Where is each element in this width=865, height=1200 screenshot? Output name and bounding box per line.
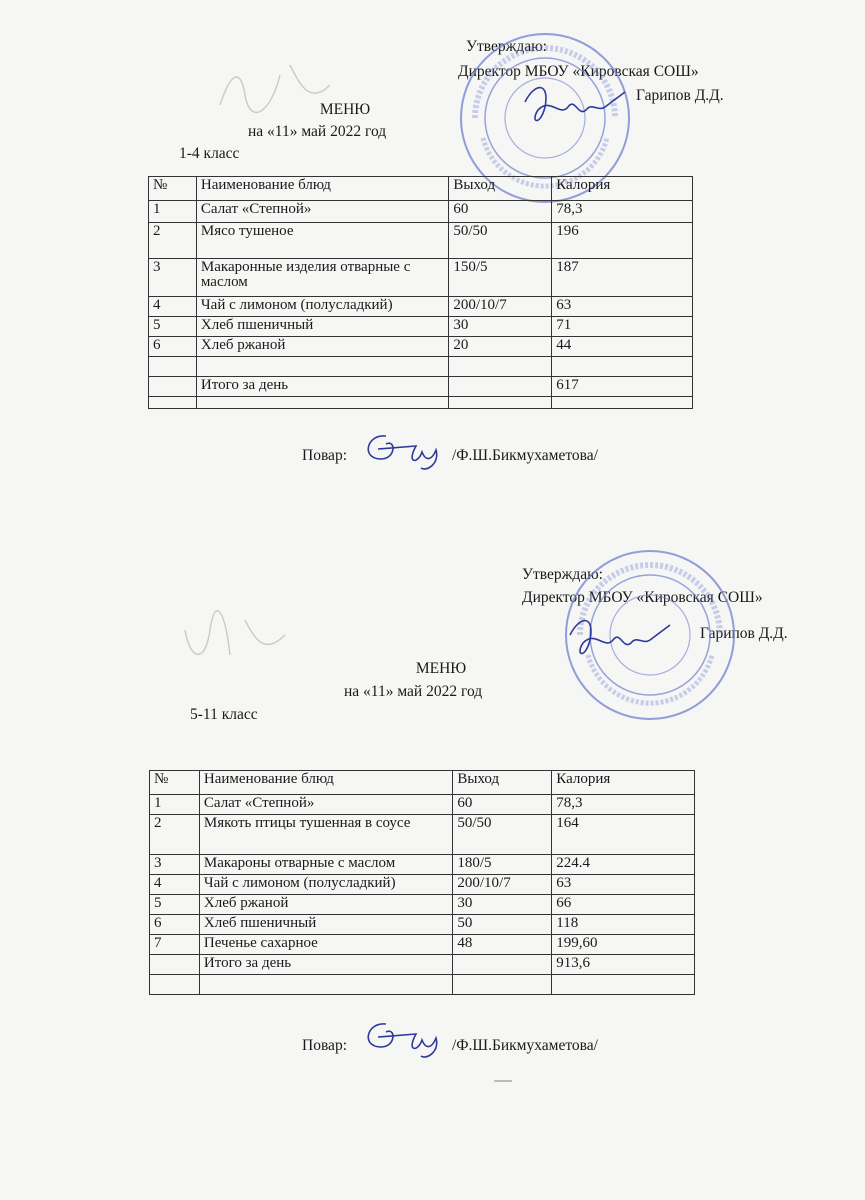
cell: 60 [449,201,552,223]
cell: 63 [552,875,695,895]
menu-title: МЕНЮ [319,101,371,118]
cell [453,975,552,995]
table-row [150,975,695,995]
cook-name: /Ф.Ш.Бикмухаметова/ [452,1037,598,1054]
cook-signature [356,424,446,474]
table-row [150,895,695,915]
cell: Итого за день [196,377,448,397]
cell: 78,3 [552,795,695,815]
cell [149,397,197,409]
cell: 6 [150,915,200,935]
cell: 199,60 [552,935,695,955]
cell [552,357,693,377]
table-row [150,935,695,955]
cell: 6 [149,337,197,357]
cell: 20 [449,337,552,357]
cell: 50/50 [449,223,552,259]
table-row [149,317,693,337]
cell: 5 [149,317,197,337]
cell: 30 [453,895,552,915]
cell [449,357,552,377]
cell: Салат «Степной» [196,201,448,223]
director-line: Директор МБОУ «Кировская СОШ» [522,589,763,606]
menu-date: на «11» май 2022 год [248,123,387,140]
cell: Макароны отварные с маслом [199,855,452,875]
approve-label: Утверждаю: [466,38,547,55]
cell: 50 [453,915,552,935]
cell: 187 [552,259,693,297]
cell [150,975,200,995]
cell: Чай с лимоном (полусладкий) [196,297,448,317]
cell: 63 [552,297,693,317]
table-header [150,771,695,795]
cell: 617 [552,377,693,397]
cook-signature [356,1012,446,1062]
cell: 180/5 [453,855,552,875]
cell: 4 [150,875,200,895]
cook-name: /Ф.Ш.Бикмухаметова/ [452,447,598,464]
cell: Салат «Степной» [199,795,452,815]
header-cell: Калория [552,177,693,201]
cell: 3 [149,259,197,297]
cell: 1 [149,201,197,223]
director-name: Гарипов Д.Д. [636,87,724,104]
table-row [149,337,693,357]
pencil-mark-top [210,45,340,135]
menu-title: МЕНЮ [415,660,467,677]
cell [453,955,552,975]
menu-table-top [148,176,693,409]
cell: 44 [552,337,693,357]
header-cell: Наименование блюд [196,177,448,201]
cell: Мясо тушеное [196,223,448,259]
header-cell: Выход [453,771,552,795]
cell [199,975,452,995]
cell: 1 [150,795,200,815]
cook-label: Повар: [302,447,347,464]
director-name: Гарипов Д.Д. [700,625,788,642]
grade-label: 5-11 класс [190,706,258,723]
table-row [149,223,693,259]
menu-table-bottom [149,770,695,995]
pencil-mark-bottom [170,600,300,680]
table-row [149,397,693,409]
cell: Хлеб ржаной [196,337,448,357]
cell: Мякоть птицы тушенная в соусе [199,815,452,855]
cell [449,377,552,397]
header-cell: Калория [552,771,695,795]
cell: 48 [453,935,552,955]
cell [552,397,693,409]
grade-label: 1-4 класс [179,145,240,162]
cell: 5 [150,895,200,915]
cell: 150/5 [449,259,552,297]
table-row [149,259,693,297]
header-cell: № [150,771,200,795]
cell: 4 [149,297,197,317]
approve-label: Утверждаю: [522,566,603,583]
cell: 196 [552,223,693,259]
cell [150,955,200,975]
cell [552,975,695,995]
cell: 200/10/7 [449,297,552,317]
cell: 66 [552,895,695,915]
cell: 224.4 [552,855,695,875]
cell: 71 [552,317,693,337]
header-cell: Выход [449,177,552,201]
cell: Хлеб ржаной [199,895,452,915]
table-row [150,875,695,895]
cell: 2 [150,815,200,855]
scan-speck [494,1080,512,1082]
header-cell: № [149,177,197,201]
header-cell: Наименование блюд [199,771,452,795]
director-line: Директор МБОУ «Кировская СОШ» [458,63,699,80]
table-row [150,795,695,815]
table-row [149,357,693,377]
table-row-total [150,955,695,975]
table-row-total [149,377,693,397]
cell: Хлеб пшеничный [199,915,452,935]
table-row [149,297,693,317]
cell: 78,3 [552,201,693,223]
cell: 118 [552,915,695,935]
cell: 30 [449,317,552,337]
cell: 200/10/7 [453,875,552,895]
cell: 7 [150,935,200,955]
cell: Чай с лимоном (полусладкий) [199,875,452,895]
cell: 164 [552,815,695,855]
table-row [149,201,693,223]
director-signature [520,72,630,142]
table-row [150,815,695,855]
cell [196,397,448,409]
cell: Хлеб пшеничный [196,317,448,337]
cook-label: Повар: [302,1037,347,1054]
table-row [150,855,695,875]
cell: 60 [453,795,552,815]
table-header [149,177,693,201]
cell: 2 [149,223,197,259]
cell: Макаронные изделия отварные с маслом [196,259,448,297]
cell [196,357,448,377]
cell [449,397,552,409]
menu-date: на «11» май 2022 год [344,683,483,700]
cell [149,377,197,397]
cell: 50/50 [453,815,552,855]
cell: Итого за день [199,955,452,975]
director-signature [565,605,675,675]
cell: 3 [150,855,200,875]
cell [149,357,197,377]
cell: Печенье сахарное [199,935,452,955]
table-row [150,915,695,935]
cell: 913,6 [552,955,695,975]
